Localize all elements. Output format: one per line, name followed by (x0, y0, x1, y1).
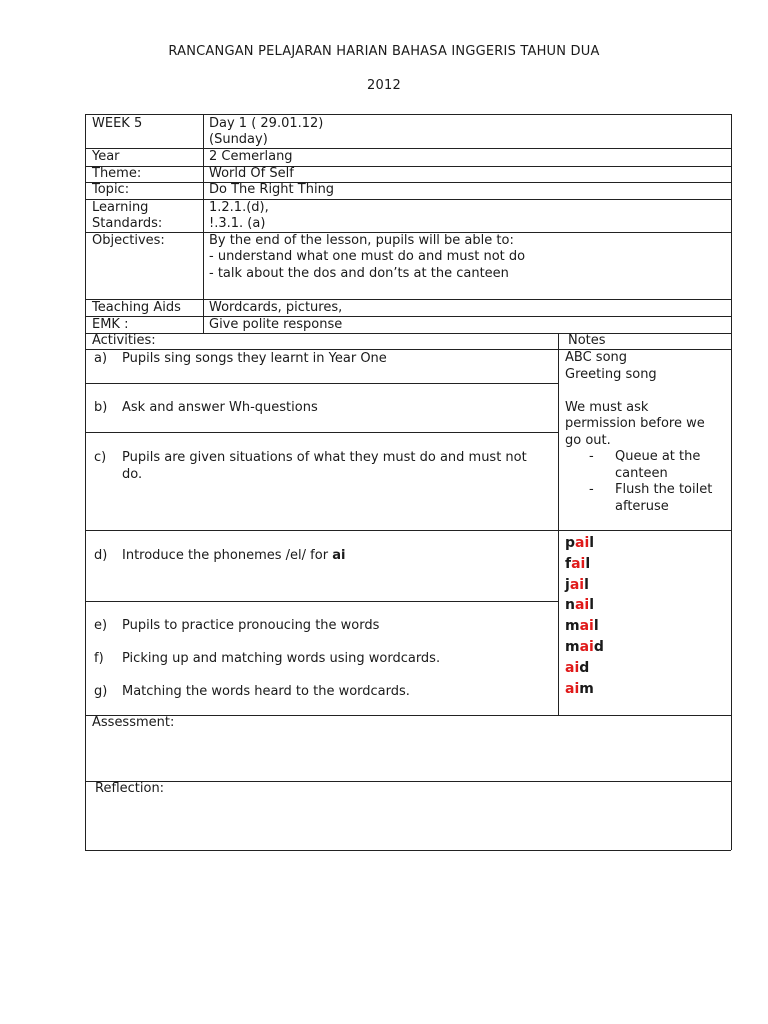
year-value: 2 Cemerlang (209, 149, 293, 164)
column-divider (558, 333, 559, 715)
phoneme-word: fail (565, 555, 591, 572)
row-divider (85, 432, 558, 433)
activity-text: Picking up and matching words using wordcards. (122, 651, 441, 666)
phoneme-word: mail (565, 618, 599, 635)
activity-label: a) (94, 351, 108, 366)
objective-item: - understand what one must do and must not do (209, 249, 526, 264)
note-line: Queue at the (615, 449, 701, 464)
phoneme-word: jail (565, 576, 589, 593)
row-divider (85, 299, 731, 300)
notes-column (565, 350, 727, 515)
table-border-right (731, 114, 732, 850)
topic-value: Do The Right Thing (209, 182, 335, 197)
objective-item: - talk about the dos and don’ts at the canteen (209, 266, 509, 281)
table-border-left (85, 114, 86, 850)
row-divider (85, 148, 731, 149)
activity-item (94, 400, 549, 417)
row-divider (85, 333, 731, 334)
row-divider (85, 166, 731, 167)
teaching-aids-label: Teaching Aids (92, 300, 181, 315)
standards-label-line2: Standards: (92, 216, 163, 231)
row-divider (85, 383, 558, 384)
teaching-aids-value: Wordcards, pictures, (209, 300, 343, 315)
activity-item (94, 684, 549, 701)
phoneme-word-list (565, 533, 604, 699)
objectives-label: Objectives: (92, 233, 165, 248)
activity-item (94, 651, 549, 668)
activity-text: Matching the words heard to the wordcards. (122, 684, 410, 699)
standards-value-line1: 1.2.1.(d), (209, 200, 269, 215)
activity-text: Introduce the phonemes /el/ for (122, 548, 333, 563)
note-line: Flush the toilet (615, 482, 713, 497)
year-label: Year (92, 149, 120, 164)
table-border-top (85, 114, 731, 115)
phoneme-word: aid (565, 659, 590, 676)
activity-label: g) (94, 684, 108, 699)
note-line: We must ask (565, 399, 649, 415)
reflection-label: Reflection: (95, 781, 165, 796)
document-title: RANCANGAN PELAJARAN HARIAN BAHASA INGGERIS TAHUN DUA (168, 44, 600, 59)
table-border-bottom (85, 850, 731, 851)
standards-value-line2: !.3.1. (a) (209, 216, 266, 231)
theme-value: World Of Self (209, 166, 294, 181)
emk-value: Give polite response (209, 317, 343, 332)
activity-item (94, 351, 549, 368)
row-divider (85, 199, 731, 200)
bullet-dash: - (589, 449, 594, 464)
note-bullet (589, 482, 727, 515)
notes-header: Notes (568, 333, 606, 348)
row-divider (85, 781, 731, 782)
phoneme-word: aim (565, 680, 594, 697)
note-line: canteen (615, 465, 668, 481)
note-line: permission before we (565, 416, 705, 431)
note-line: go out. (565, 432, 611, 448)
activity-label: b) (94, 400, 108, 415)
activity-item (94, 450, 544, 483)
activity-text: Pupils to practice pronoucing the words (122, 618, 380, 633)
standards-label-line1: Learning (92, 200, 149, 215)
row-divider (85, 316, 731, 317)
week-label: WEEK 5 (92, 116, 143, 131)
activity-text: Pupils sing songs they learnt in Year One (122, 351, 387, 366)
activity-label: e) (94, 618, 108, 633)
activity-text: Ask and answer Wh-questions (122, 400, 318, 415)
emk-label: EMK : (92, 317, 129, 332)
activity-text-bold: ai (332, 548, 346, 563)
row-divider (85, 182, 731, 183)
document-year: 2012 (367, 78, 401, 93)
phoneme-word: nail (565, 597, 595, 614)
bullet-dash: - (589, 482, 594, 497)
objectives-intro: By the end of the lesson, pupils will be able to: (209, 233, 514, 248)
row-divider (85, 601, 558, 602)
phoneme-word: maid (565, 638, 604, 655)
note-bullet (589, 449, 727, 482)
theme-label: Theme: (92, 166, 142, 181)
week-day: Day 1 ( 29.01.12) (209, 116, 324, 131)
note-line: ABC song (565, 350, 628, 365)
activity-label: f) (94, 651, 104, 666)
column-divider (203, 114, 204, 333)
assessment-label: Assessment: (92, 715, 175, 730)
activity-item (94, 618, 549, 635)
row-divider (85, 530, 731, 531)
row-divider (85, 715, 731, 716)
activity-label: d) (94, 548, 108, 563)
activities-header: Activities: (92, 333, 156, 348)
note-line: Greeting song (565, 366, 657, 382)
topic-label: Topic: (92, 182, 130, 197)
activity-item (94, 548, 549, 565)
note-line: afteruse (615, 498, 669, 514)
week-weekday: (Sunday) (209, 132, 268, 147)
activity-label: c) (94, 450, 107, 465)
phoneme-word: pail (565, 535, 595, 551)
activity-text: Pupils are given situations of what they must do and must not do. (122, 450, 527, 482)
